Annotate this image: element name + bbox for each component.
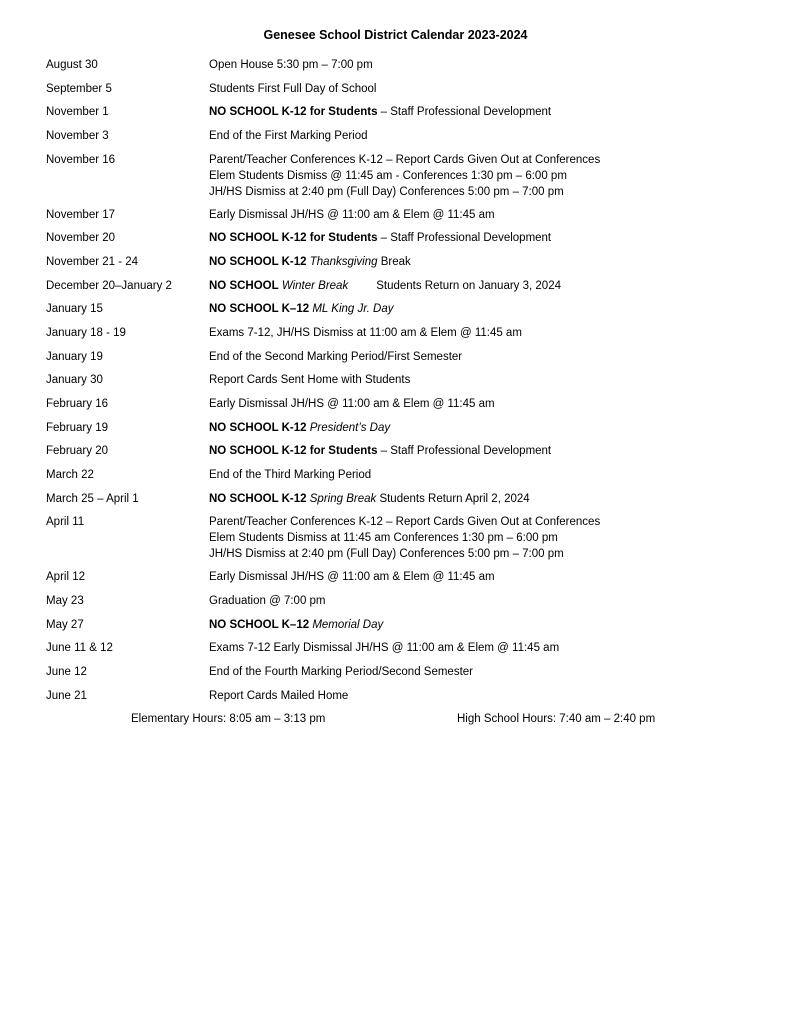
calendar-row: [46, 443, 766, 467]
event-date: March 22: [46, 469, 94, 482]
event-date: November 21 - 24: [46, 255, 139, 268]
event-description: [209, 593, 326, 609]
calendar-row: [46, 152, 766, 207]
calendar-row: [46, 104, 766, 128]
event-description: [209, 467, 371, 483]
event-text: End of the Second Marking Period/First Semester: [209, 350, 463, 363]
event-date: January 30: [46, 374, 103, 387]
event-line: [209, 104, 551, 120]
event-description: [209, 278, 561, 294]
event-description: [209, 81, 376, 97]
calendar-row: [46, 372, 766, 396]
event-description: [209, 207, 495, 223]
event-text: Report Cards Mailed Home: [209, 689, 349, 702]
holiday-name: Spring Break: [309, 492, 377, 505]
event-line: [209, 491, 530, 507]
event-date: January 19: [46, 350, 103, 363]
event-line: [209, 530, 600, 546]
event-description: [209, 230, 551, 246]
event-date: November 20: [46, 232, 116, 245]
event-line: [209, 640, 559, 656]
event-description: [209, 491, 530, 507]
event-date: February 19: [46, 421, 109, 434]
event-text: Early Dismissal JH/HS @ 11:00 am & Elem @ 11:45 am: [209, 398, 495, 411]
event-text: Parent/Teacher Conferences K-12 – Report Cards Given Out at Conferences: [209, 153, 601, 166]
event-text: Elem Students Dismiss at 11:45 am Conferences 1:30 pm – 6:00 pm: [209, 532, 558, 545]
event-text: JH/HS Dismiss at 2:40 pm (Full Day) Conferences 5:00 pm – 7:00 pm: [209, 548, 564, 561]
event-text: – Staff Professional Development: [377, 445, 552, 458]
event-text: End of the First Marking Period: [209, 130, 368, 143]
event-date: December 20–January 2: [46, 279, 172, 292]
calendar-row: [46, 640, 766, 664]
event-text: Parent/Teacher Conferences K-12 – Report Cards Given Out at Conferences: [209, 516, 601, 529]
event-description: [209, 128, 368, 144]
calendar-row: [46, 57, 766, 81]
calendar-row: [46, 254, 766, 278]
event-date: November 1: [46, 106, 109, 119]
calendar-row: [46, 593, 766, 617]
no-school-label: NO SCHOOL K–12: [209, 618, 310, 631]
event-line: [209, 349, 462, 365]
event-line: [209, 57, 373, 73]
event-description: [209, 617, 383, 633]
calendar-row: [46, 467, 766, 491]
no-school-label: NO SCHOOL: [209, 279, 279, 292]
event-text: Open House 5:30 pm – 7:00 pm: [209, 59, 373, 71]
event-date: February 20: [46, 445, 109, 458]
event-line: [209, 443, 551, 459]
high-school-hours: High School Hours: 7:40 am – 2:40 pm: [457, 713, 656, 725]
event-description: [209, 301, 394, 317]
holiday-name: President’s Day: [309, 421, 391, 434]
event-description: [209, 349, 462, 365]
event-line: [209, 617, 383, 633]
event-date: May 27: [46, 618, 84, 631]
holiday-name: Thanksgiving: [309, 255, 378, 268]
event-text: JH/HS Dismiss at 2:40 pm (Full Day) Conferences 5:00 pm – 7:00 pm: [209, 185, 564, 198]
event-text: Graduation @ 7:00 pm: [209, 594, 326, 607]
event-text: Break: [377, 255, 411, 268]
calendar-row: [46, 514, 766, 569]
event-description: [209, 569, 495, 585]
holiday-name: Winter Break: [281, 279, 349, 292]
calendar-list: [46, 57, 766, 711]
event-line: [209, 230, 551, 246]
no-school-label: NO SCHOOL K-12 for Students: [209, 232, 378, 245]
no-school-label: NO SCHOOL K-12: [209, 255, 307, 268]
event-date: June 21: [46, 689, 87, 702]
event-line: [209, 688, 348, 704]
event-description: [209, 152, 600, 200]
event-date: May 23: [46, 594, 84, 607]
event-line: [209, 128, 368, 144]
event-description: [209, 325, 522, 341]
event-date: April 11: [46, 516, 85, 529]
event-line: [209, 168, 600, 184]
event-description: [209, 514, 600, 562]
event-description: [209, 254, 411, 270]
no-school-label: NO SCHOOL K-12 for Students: [209, 106, 378, 119]
event-date: September 5: [46, 82, 112, 95]
event-date: November 16: [46, 153, 116, 166]
event-text: End of the Fourth Marking Period/Second Semester: [209, 666, 474, 679]
event-line: [209, 278, 561, 294]
event-line: [209, 396, 495, 412]
event-description: [209, 372, 410, 388]
event-date: June 12: [46, 666, 87, 679]
event-line: [209, 184, 600, 200]
event-line: [209, 207, 495, 223]
calendar-row: [46, 617, 766, 641]
event-description: [209, 688, 348, 704]
elementary-hours: Elementary Hours: 8:05 am – 3:13 pm: [131, 713, 326, 725]
event-description: [209, 420, 390, 436]
calendar-row: [46, 128, 766, 152]
calendar-row: [46, 688, 766, 712]
event-text: – Staff Professional Development: [377, 106, 552, 119]
event-text: Early Dismissal JH/HS @ 11:00 am & Elem @ 11:45 am: [209, 571, 495, 584]
event-text: Exams 7-12, JH/HS Dismiss at 11:00 am & Elem @ 11:45 am: [209, 326, 522, 339]
calendar-row: [46, 230, 766, 254]
no-school-label: NO SCHOOL K-12 for Students: [209, 445, 378, 458]
calendar-row: [46, 569, 766, 593]
calendar-row: [46, 491, 766, 515]
event-text: Elem Students Dismiss @ 11:45 am - Conferences 1:30 pm – 6:00 pm: [209, 169, 567, 182]
event-text: Early Dismissal JH/HS @ 11:00 am & Elem @ 11:45 am: [209, 208, 495, 221]
event-line: [209, 325, 522, 341]
event-line: [209, 514, 600, 530]
holiday-name: Memorial Day: [312, 618, 384, 631]
no-school-label: NO SCHOOL K-12: [209, 492, 307, 505]
event-description: [209, 640, 559, 656]
event-description: [209, 443, 551, 459]
event-line: [209, 664, 473, 680]
event-line: [209, 152, 600, 168]
event-text: Students First Full Day of School: [209, 82, 377, 95]
calendar-row: [46, 349, 766, 373]
calendar-row: [46, 325, 766, 349]
event-line: [209, 593, 326, 609]
event-date: February 16: [46, 398, 109, 411]
event-description: [209, 664, 473, 680]
event-description: [209, 104, 551, 120]
no-school-label: NO SCHOOL K-12: [209, 421, 307, 434]
event-text: Report Cards Sent Home with Students: [209, 374, 411, 387]
event-line: [209, 546, 600, 562]
event-date: August 30: [46, 59, 98, 71]
event-line: [209, 372, 410, 388]
calendar-row: [46, 278, 766, 302]
event-text: Students Return on January 3, 2024: [376, 279, 561, 292]
event-line: [209, 569, 495, 585]
event-line: [209, 467, 371, 483]
event-line: [209, 420, 390, 436]
event-date: April 12: [46, 571, 85, 584]
calendar-row: [46, 81, 766, 105]
document-title: Genesee School District Calendar 2023-2024: [263, 28, 528, 42]
calendar-row: [46, 301, 766, 325]
event-date: November 3: [46, 130, 109, 143]
calendar-row: [46, 396, 766, 420]
event-text: End of the Third Marking Period: [209, 469, 372, 482]
event-date: March 25 – April 1: [46, 492, 139, 505]
calendar-row: [46, 207, 766, 231]
event-line: [209, 301, 394, 317]
event-date: January 18 - 19: [46, 326, 126, 339]
event-text: Exams 7-12 Early Dismissal JH/HS @ 11:00 am & Elem @ 11:45 am: [209, 642, 560, 655]
event-line: [209, 254, 411, 270]
calendar-row: [46, 420, 766, 444]
event-text: Students Return April 2, 2024: [376, 492, 530, 505]
holiday-name: ML King Jr. Day: [312, 303, 394, 316]
event-description: [209, 396, 495, 412]
no-school-label: NO SCHOOL K–12: [209, 303, 310, 316]
event-date: November 17: [46, 208, 116, 221]
event-description: [209, 57, 373, 73]
event-date: June 11 & 12: [46, 642, 113, 655]
event-date: January 15: [46, 303, 103, 316]
event-text: – Staff Professional Development: [377, 232, 552, 245]
event-line: [209, 81, 376, 97]
calendar-row: [46, 664, 766, 688]
